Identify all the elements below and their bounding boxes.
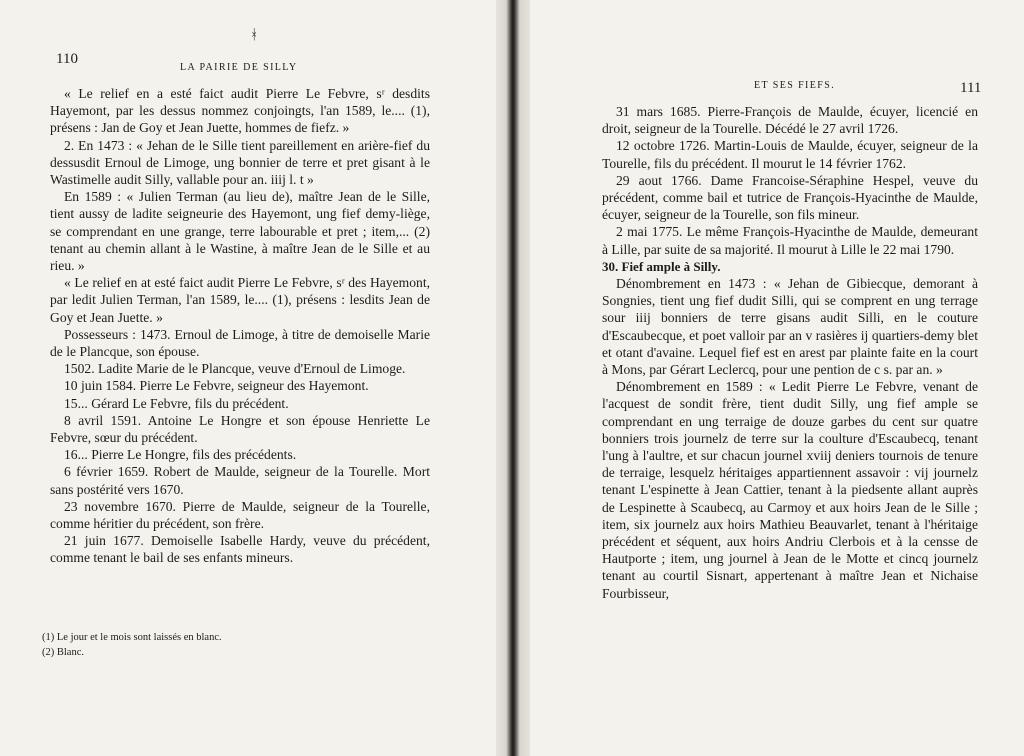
book-gutter [496, 0, 530, 756]
paragraph: En 1589 : « Julien Terman (au lieu de), maître Jean de le Sille, tient aussy de ladite seigneurie des Hayemont, ung fief demy-liège, se comprendant en une grange, terre labourable et pret ; item,... (2) tenant au chemin allant à le Wastine, à maître Jean de le Sille et au rieu. » [50, 189, 430, 274]
page-number: 110 [56, 51, 78, 67]
paragraph: 6 février 1659. Robert de Maulde, seigneur de la Tourelle. Mort sans postérité vers 1670. [50, 464, 430, 497]
footnotes [42, 630, 422, 660]
paragraph: 12 octobre 1726. Martin-Louis de Maulde, écuyer, seigneur de la Tourelle, fils du précédent. Il mourut le 14 février 1762. [602, 138, 978, 171]
paragraph: 29 aout 1766. Dame Francoise-Séraphine Hespel, veuve du précédent, comme bail et tutrice de François-Hyacinthe de Maulde, écuyer, seigneur de la Tourelle, son fils mineur. [602, 172, 978, 223]
right-body [602, 103, 978, 602]
binding-mark: ᚼ [250, 28, 259, 43]
running-head: ET SES FIEFS. [754, 80, 836, 91]
footnote: (2) Blanc. [42, 647, 84, 658]
paragraph: Possesseurs : 1473. Ernoul de Limoge, à titre de demoiselle Marie de le Plancque, son épouse. [50, 326, 430, 360]
paragraph: « Le relief en at esté faict audit Pierre Le Febvre, sʳ des Hayemont, par ledit Julien Terman, l'an 1589, le.... (1), présens : lesdits Jean de Goy et Jean Juette. » [50, 275, 430, 325]
paragraph: Dénombrement en 1589 : « Ledit Pierre Le Febvre, venant de l'acquest de sondit frère, tient dudit Silly, ung fief ample se comprendant en ung terraige de douze garbes du cent sur quatre bonniers trois journelz de terre sur la coulture d'Escaubecq, tenant l'ung à l'aultre, et sur chacun journel xviij deniers tournois de tenure de terraige, lesquelz héritaiges appartiennent assavoir : vij journelz tenant L'espinette à Jean Cattier, tenant à la piedsente allant auprès de Lespinette à Scaubecq, au Carmoy et aux hoirs Jean de le Sille ; item, six journelz aux hoirs Mathieu Beauvarlet, tenant à l'héritaige précédent et séquent, aux hoirs Andriu Clerbois et à la censse de Hautporte ; item, ung journel à Jean de le Motte et cincq journelz tenant au courtil Sisnart, appertenant à maître Jean et Nichaise Fourbisseur, [602, 379, 978, 601]
page-number: 111 [960, 80, 982, 96]
paragraph: Dénombrement en 1473 : « Jehan de Gibiecque, demorant à Songnies, tient ung fief dudit Silli, qui se comprent en ung terrage sour iiij bonniers de terre gisans audit Silli, en le couture d'Escaubecque, et poet valloir par an v rasières ij quartiers-demy blet et otant d'avaine. Lequel fief est en arest par plainte faite en la court à Mons, par Gérart Leclercq, pour une pention de c s. par an. » [602, 276, 978, 378]
section-title: 30. Fief ample à Silly. [602, 258, 721, 274]
paragraph: 21 juin 1677. Demoiselle Isabelle Hardy, veuve du précédent, comme tenant le bail de ses enfants mineurs. [50, 533, 430, 566]
paragraph: « Le relief en a esté faict audit Pierre Le Febvre, sʳ desdits Hayemont, par les dessus nommez conjoingts, l'an 1589, le.... (1), présens : Jan de Goy et Jean Juette, hommes de fiefz. » [50, 86, 430, 136]
paragraph: 2 mai 1775. Le même François-Hyacinthe de Maulde, demeurant à Lille, par suite de sa majorité. Il mourut à Lille le 22 mai 1790. [602, 224, 978, 257]
paragraph: 31 mars 1685. Pierre-François de Maulde, écuyer, licencié en droit, seigneur de la Tourelle. Décédé le 27 avril 1726. [602, 104, 978, 137]
left-page [0, 0, 495, 756]
paragraph: 15... Gérard Le Febvre, fils du précédent. [64, 395, 289, 411]
right-page [530, 0, 1024, 756]
paragraph: 2. En 1473 : « Jehan de le Sille tient pareillement en arière-fief du dessusdit Ernoul de Limoge, ung bonnier de terre et pret gisant à le Wastimelle audit Silly, vallable pour an. iiij l. t » [50, 137, 430, 188]
paragraph: 16... Pierre Le Hongre, fils des précédents. [64, 447, 297, 463]
left-body [50, 85, 430, 567]
running-head: LA PAIRIE DE SILLY [180, 62, 298, 73]
paragraph: 1502. Ladite Marie de le Plancque, veuve d'Ernoul de Limoge. [64, 361, 406, 377]
footnote: (1) Le jour et le mois sont laissés en blanc. [42, 632, 222, 643]
paragraph: 8 avril 1591. Antoine Le Hongre et son épouse Henriette Le Febvre, sœur du précédent. [50, 412, 430, 446]
paragraph: 23 novembre 1670. Pierre de Maulde, seigneur de la Tourelle, comme héritier du précédent, son frère. [50, 498, 430, 532]
paragraph: 10 juin 1584. Pierre Le Febvre, seigneur des Hayemont. [64, 378, 369, 394]
